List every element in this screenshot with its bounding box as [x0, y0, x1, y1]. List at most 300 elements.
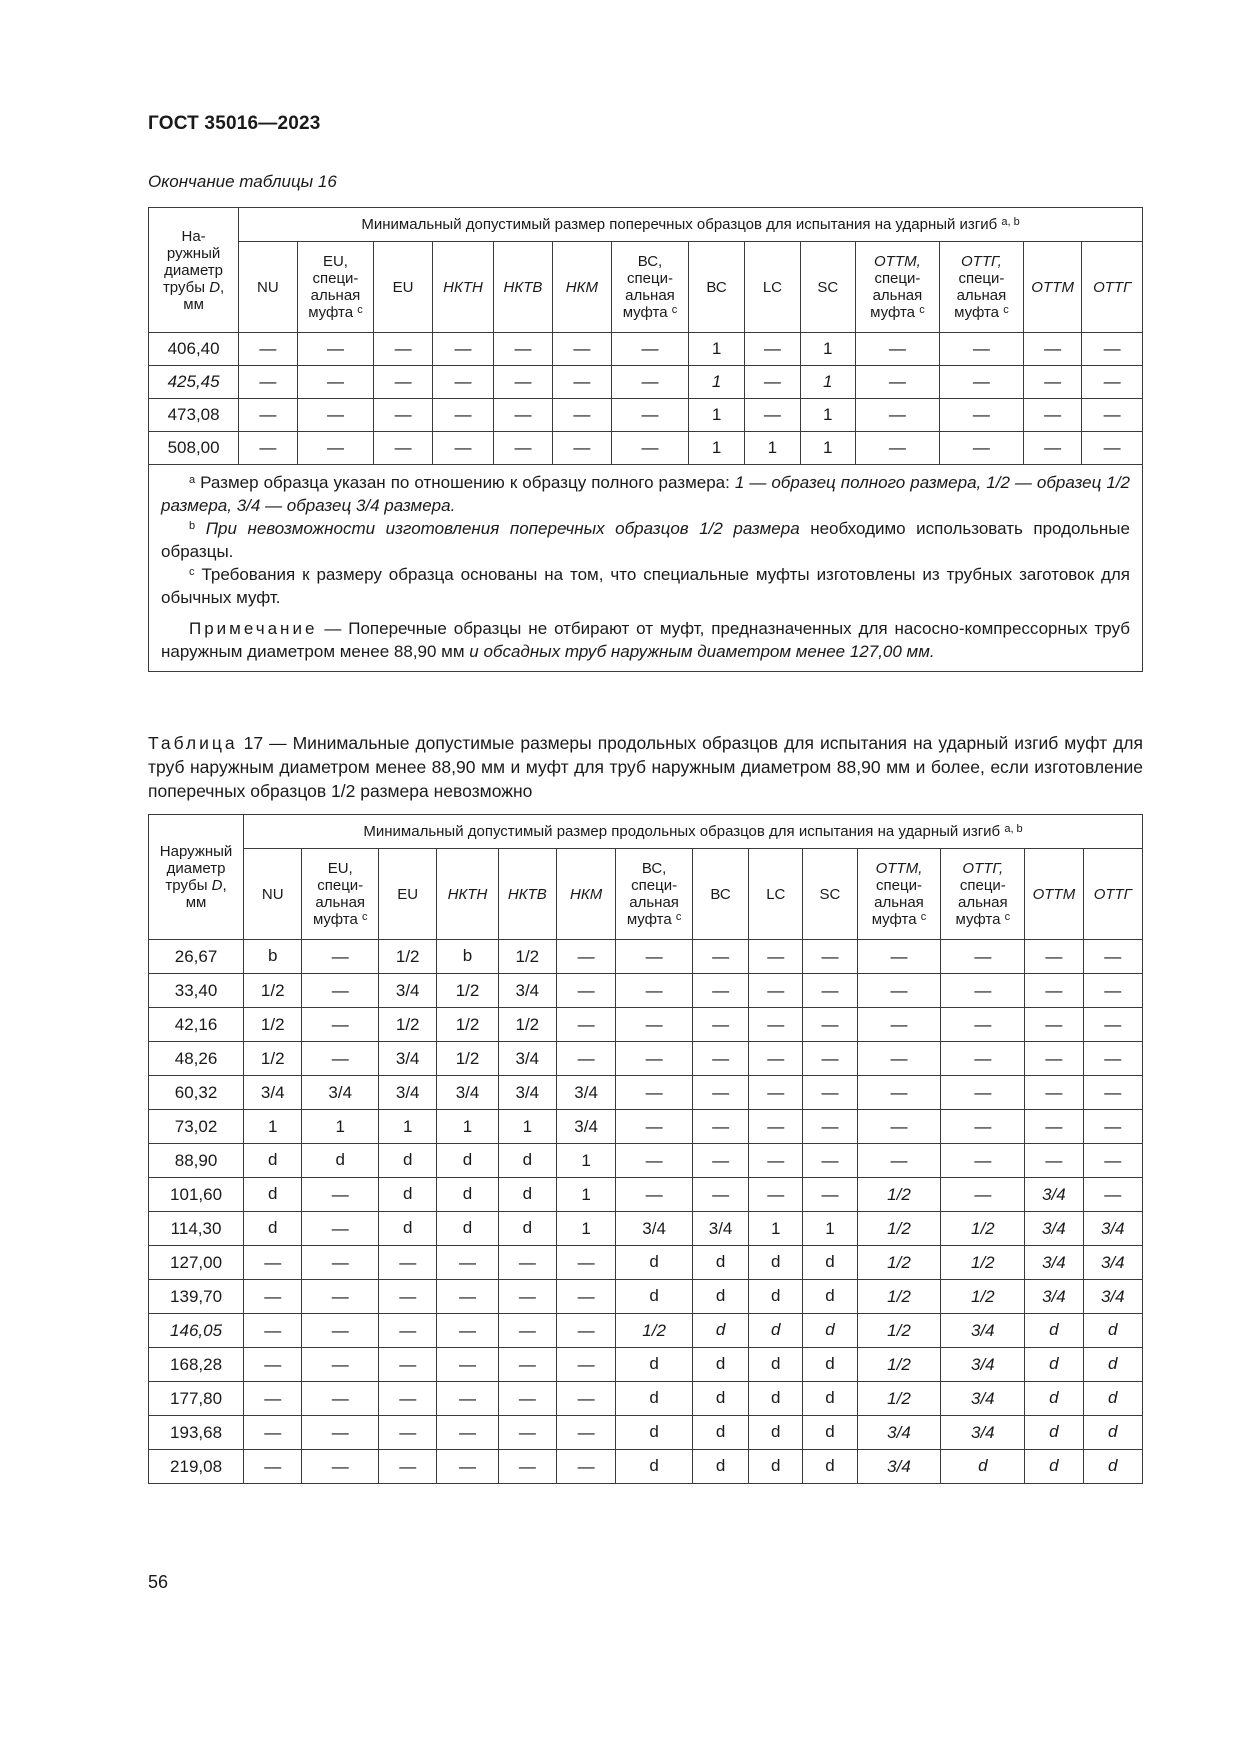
value-cell: — — [556, 1416, 615, 1450]
value-cell: d — [379, 1212, 437, 1246]
column-header: НКМ — [552, 242, 611, 333]
value-cell: — — [498, 1246, 556, 1280]
table-row — [149, 1178, 1143, 1212]
diameter-cell: 60,32 — [149, 1076, 244, 1110]
table-16 — [148, 207, 1143, 672]
value-cell: d — [749, 1348, 803, 1382]
value-cell: 3/4 — [1025, 1178, 1083, 1212]
value-cell: 1 — [244, 1110, 302, 1144]
document-code: ГОСТ 35016—2023 — [148, 113, 321, 134]
value-cell: d — [941, 1450, 1025, 1484]
value-cell: 1/2 — [857, 1212, 941, 1246]
value-cell: 1 — [800, 366, 855, 399]
value-cell: — — [498, 1450, 556, 1484]
value-cell: d — [803, 1348, 857, 1382]
value-cell: 1 — [498, 1110, 556, 1144]
column-header: ОТТГ — [1083, 849, 1142, 940]
value-cell: — — [1083, 940, 1142, 974]
table-row — [149, 1450, 1143, 1484]
value-cell: 3/4 — [1083, 1212, 1142, 1246]
column-header: ВС, специ- альная муфта $^c$ — [616, 849, 693, 940]
value-cell: d — [803, 1382, 857, 1416]
value-cell: 3/4 — [302, 1076, 379, 1110]
value-cell: — — [302, 1178, 379, 1212]
value-cell: — — [1023, 432, 1081, 465]
value-cell: — — [941, 1110, 1025, 1144]
value-cell: — — [437, 1348, 498, 1382]
value-cell: 1 — [688, 366, 744, 399]
value-cell: — — [616, 1076, 693, 1110]
value-cell: — — [374, 366, 432, 399]
value-cell: 1 — [800, 432, 855, 465]
value-cell: — — [941, 1178, 1025, 1212]
value-cell: d — [803, 1280, 857, 1314]
group-header: Минимальный допустимый размер продольных образцов для испытания на ударный изгиб $^{a, b}$ — [244, 815, 1143, 849]
value-cell: d — [803, 1246, 857, 1280]
value-cell: — — [437, 1382, 498, 1416]
diameter-cell: 406,40 — [149, 333, 239, 366]
value-cell: — — [494, 399, 552, 432]
diameter-cell: 101,60 — [149, 1178, 244, 1212]
column-header: ОТТМ — [1025, 849, 1083, 940]
value-cell: — — [855, 366, 939, 399]
diameter-cell: 508,00 — [149, 432, 239, 465]
value-cell: d — [749, 1280, 803, 1314]
value-cell: — — [692, 940, 748, 974]
value-cell: — — [1025, 1076, 1083, 1110]
value-cell: b — [244, 940, 302, 974]
value-cell: 3/4 — [437, 1076, 498, 1110]
value-cell: — — [612, 366, 689, 399]
value-cell: — — [498, 1348, 556, 1382]
value-cell: 3/4 — [692, 1212, 748, 1246]
value-cell: d — [692, 1348, 748, 1382]
value-cell: — — [1083, 1144, 1142, 1178]
value-cell: — — [302, 1246, 379, 1280]
value-cell: d — [437, 1212, 498, 1246]
column-header: ВС, специ- альная муфта $^c$ — [612, 242, 689, 333]
value-cell: — — [498, 1314, 556, 1348]
value-cell: d — [692, 1246, 748, 1280]
value-cell: — — [556, 1008, 615, 1042]
value-cell: 1/2 — [244, 1042, 302, 1076]
value-cell: — — [494, 366, 552, 399]
value-cell: d — [616, 1450, 693, 1484]
value-cell: — — [552, 333, 611, 366]
value-cell: — — [939, 399, 1023, 432]
value-cell: 1 — [556, 1178, 615, 1212]
value-cell: 1/2 — [857, 1178, 941, 1212]
column-header: НКТН — [432, 242, 493, 333]
column-header: SC — [803, 849, 857, 940]
value-cell: 3/4 — [941, 1382, 1025, 1416]
value-cell: d — [379, 1144, 437, 1178]
value-cell: — — [855, 399, 939, 432]
value-cell: — — [556, 1314, 615, 1348]
table-row — [149, 1382, 1143, 1416]
value-cell: — — [857, 1144, 941, 1178]
value-cell: 3/4 — [379, 974, 437, 1008]
value-cell: d — [1025, 1382, 1083, 1416]
value-cell: — — [437, 1280, 498, 1314]
table-row — [149, 974, 1143, 1008]
value-cell: — — [1082, 366, 1143, 399]
value-cell: 1 — [688, 399, 744, 432]
value-cell: 1 — [302, 1110, 379, 1144]
value-cell: — — [239, 333, 297, 366]
value-cell: — — [749, 1008, 803, 1042]
value-cell: — — [302, 1382, 379, 1416]
value-cell: — — [1082, 399, 1143, 432]
value-cell: 3/4 — [1025, 1246, 1083, 1280]
diameter-cell: 177,80 — [149, 1382, 244, 1416]
value-cell: — — [1023, 333, 1081, 366]
value-cell: — — [803, 1110, 857, 1144]
value-cell: — — [612, 333, 689, 366]
table-row — [149, 1212, 1143, 1246]
value-cell: — — [297, 432, 374, 465]
diameter-cell: 114,30 — [149, 1212, 244, 1246]
table-row — [149, 432, 1143, 465]
value-cell: — — [745, 333, 800, 366]
table-row — [149, 1314, 1143, 1348]
value-cell: 3/4 — [244, 1076, 302, 1110]
value-cell: d — [1083, 1416, 1142, 1450]
value-cell: 3/4 — [857, 1450, 941, 1484]
value-cell: 3/4 — [498, 1076, 556, 1110]
column-header: ОТТМ — [1023, 242, 1081, 333]
table-row — [149, 1110, 1143, 1144]
table-row — [149, 1348, 1143, 1382]
value-cell: 1 — [745, 432, 800, 465]
value-cell: — — [749, 1144, 803, 1178]
value-cell: — — [239, 399, 297, 432]
column-header: ОТТГ, специ- альная муфта $^c$ — [941, 849, 1025, 940]
value-cell: d — [616, 1246, 693, 1280]
value-cell: — — [302, 1416, 379, 1450]
value-cell: — — [437, 1416, 498, 1450]
column-header: ОТТГ — [1082, 242, 1143, 333]
value-cell: d — [1025, 1314, 1083, 1348]
value-cell: d — [749, 1382, 803, 1416]
value-cell: b — [437, 940, 498, 974]
value-cell: d — [692, 1314, 748, 1348]
value-cell: — — [379, 1348, 437, 1382]
column-header: ВС — [688, 242, 744, 333]
value-cell: d — [749, 1246, 803, 1280]
value-cell: d — [692, 1416, 748, 1450]
value-cell: — — [302, 1348, 379, 1382]
value-cell: d — [437, 1178, 498, 1212]
value-cell: — — [1025, 1008, 1083, 1042]
value-cell: — — [1025, 1110, 1083, 1144]
table-row — [149, 333, 1143, 366]
value-cell: — — [749, 1076, 803, 1110]
value-cell: — — [432, 366, 493, 399]
value-cell: — — [803, 974, 857, 1008]
column-header: EU — [374, 242, 432, 333]
value-cell: 1/2 — [437, 974, 498, 1008]
value-cell: — — [244, 1314, 302, 1348]
value-cell: — — [616, 1042, 693, 1076]
value-cell: 1/2 — [244, 1008, 302, 1042]
column-header: EU — [379, 849, 437, 940]
value-cell: d — [1083, 1450, 1142, 1484]
value-cell: 3/4 — [1025, 1212, 1083, 1246]
table16-notes: $^a$ Размер образца указан по отношению к образцу полного размера: 1 — образец полного размера, 1/2 — образец 1/2 размера, 3/4 — образец 3/4 размера. $^b$ При невозможности изготовления поперечных образцов 1/2 размера необходимо использовать продольные образцы. $^c$ Требования к размеру образца основаны на том, что специальные муфты изготовлены из трубных заготовок для обычных муфт. Примечание — Поперечные образцы не отбирают от муфт, предназначенных для насосно-компрессорных труб наружным диаметром менее 88,90 мм и обсадных труб наружным диаметром менее 127,00 мм. — [149, 465, 1143, 672]
value-cell: — — [857, 1110, 941, 1144]
value-cell: — — [941, 940, 1025, 974]
value-cell: — — [692, 1008, 748, 1042]
column-header: LC — [749, 849, 803, 940]
value-cell: — — [939, 366, 1023, 399]
diameter-cell: 48,26 — [149, 1042, 244, 1076]
value-cell: — — [244, 1416, 302, 1450]
diameter-cell: 33,40 — [149, 974, 244, 1008]
value-cell: — — [432, 399, 493, 432]
value-cell: d — [803, 1416, 857, 1450]
value-cell: — — [749, 1042, 803, 1076]
value-cell: — — [379, 1382, 437, 1416]
table-row — [149, 399, 1143, 432]
value-cell: — — [552, 432, 611, 465]
value-cell: 1/2 — [498, 1008, 556, 1042]
value-cell: 3/4 — [616, 1212, 693, 1246]
value-cell: — — [437, 1450, 498, 1484]
value-cell: — — [941, 974, 1025, 1008]
value-cell: 1 — [556, 1144, 615, 1178]
column-header: EU, специ- альная муфта $^c$ — [302, 849, 379, 940]
column-header: ВС — [692, 849, 748, 940]
value-cell: — — [857, 1076, 941, 1110]
value-cell: — — [379, 1314, 437, 1348]
value-cell: 3/4 — [941, 1348, 1025, 1382]
value-cell: 1 — [688, 333, 744, 366]
value-cell: d — [803, 1450, 857, 1484]
diameter-cell: 168,28 — [149, 1348, 244, 1382]
value-cell: — — [239, 432, 297, 465]
value-cell: — — [616, 1110, 693, 1144]
column-header: ОТТГ, специ- альная муфта $^c$ — [939, 242, 1023, 333]
value-cell: — — [302, 940, 379, 974]
value-cell: 3/4 — [941, 1314, 1025, 1348]
value-cell: — — [939, 333, 1023, 366]
diameter-cell: 193,68 — [149, 1416, 244, 1450]
value-cell: — — [556, 1382, 615, 1416]
value-cell: 1 — [688, 432, 744, 465]
table-17 — [148, 814, 1143, 1484]
value-cell: d — [1083, 1382, 1142, 1416]
value-cell: — — [1025, 974, 1083, 1008]
column-header: НКТВ — [494, 242, 552, 333]
diameter-cell: 146,05 — [149, 1314, 244, 1348]
value-cell: — — [616, 1144, 693, 1178]
value-cell: d — [244, 1144, 302, 1178]
value-cell: — — [552, 366, 611, 399]
diameter-cell: 473,08 — [149, 399, 239, 432]
value-cell: — — [1083, 1042, 1142, 1076]
value-cell: — — [803, 1042, 857, 1076]
value-cell: — — [692, 1144, 748, 1178]
value-cell: 1 — [800, 399, 855, 432]
value-cell: — — [1083, 1178, 1142, 1212]
table-row — [149, 366, 1143, 399]
value-cell: — — [379, 1246, 437, 1280]
value-cell: d — [803, 1314, 857, 1348]
value-cell: 3/4 — [1025, 1280, 1083, 1314]
value-cell: 1/2 — [379, 1008, 437, 1042]
value-cell: 3/4 — [1083, 1246, 1142, 1280]
value-cell: — — [939, 432, 1023, 465]
value-cell: — — [1023, 366, 1081, 399]
value-cell: d — [616, 1348, 693, 1382]
value-cell: — — [745, 366, 800, 399]
value-cell: 1 — [800, 333, 855, 366]
value-cell: d — [498, 1144, 556, 1178]
value-cell: 3/4 — [556, 1110, 615, 1144]
value-cell: — — [302, 1450, 379, 1484]
value-cell: 1/2 — [857, 1314, 941, 1348]
value-cell: — — [374, 333, 432, 366]
column-header: EU, специ- альная муфта $^c$ — [297, 242, 374, 333]
value-cell: 3/4 — [857, 1416, 941, 1450]
value-cell: — — [616, 1008, 693, 1042]
value-cell: 3/4 — [1083, 1280, 1142, 1314]
value-cell: 1/2 — [498, 940, 556, 974]
value-cell: — — [498, 1416, 556, 1450]
table-row — [149, 1008, 1143, 1042]
column-header: НКМ — [556, 849, 615, 940]
value-cell: — — [1083, 1076, 1142, 1110]
value-cell: — — [374, 399, 432, 432]
column-header: НКТН — [437, 849, 498, 940]
value-cell: 1 — [803, 1212, 857, 1246]
value-cell: 1 — [556, 1212, 615, 1246]
diameter-cell: 88,90 — [149, 1144, 244, 1178]
value-cell: — — [941, 1144, 1025, 1178]
value-cell: d — [437, 1144, 498, 1178]
value-cell: 1 — [437, 1110, 498, 1144]
value-cell: — — [612, 432, 689, 465]
value-cell: d — [749, 1314, 803, 1348]
value-cell: 1 — [379, 1110, 437, 1144]
value-cell: — — [692, 974, 748, 1008]
value-cell: — — [1083, 1110, 1142, 1144]
value-cell: d — [1083, 1348, 1142, 1382]
diameter-cell: 42,16 — [149, 1008, 244, 1042]
column-header: НКТВ — [498, 849, 556, 940]
value-cell: — — [437, 1314, 498, 1348]
column-header: NU — [244, 849, 302, 940]
diameter-cell: 127,00 — [149, 1246, 244, 1280]
value-cell: — — [803, 1178, 857, 1212]
column-header: ОТТМ, специ- альная муфта $^c$ — [855, 242, 939, 333]
value-cell: — — [302, 974, 379, 1008]
table-row — [149, 1144, 1143, 1178]
value-cell: d — [692, 1450, 748, 1484]
value-cell: 1/2 — [616, 1314, 693, 1348]
value-cell: d — [1025, 1416, 1083, 1450]
value-cell: — — [1023, 399, 1081, 432]
value-cell: 3/4 — [556, 1076, 615, 1110]
diameter-cell: 139,70 — [149, 1280, 244, 1314]
value-cell: — — [432, 432, 493, 465]
value-cell: — — [1025, 940, 1083, 974]
value-cell: 1/2 — [857, 1280, 941, 1314]
value-cell: — — [239, 366, 297, 399]
value-cell: 1/2 — [244, 974, 302, 1008]
value-cell: d — [1083, 1314, 1142, 1348]
column-header: NU — [239, 242, 297, 333]
value-cell: — — [297, 399, 374, 432]
value-cell: — — [692, 1042, 748, 1076]
value-cell: 3/4 — [379, 1076, 437, 1110]
value-cell: — — [244, 1348, 302, 1382]
value-cell: — — [803, 1144, 857, 1178]
value-cell: 1/2 — [941, 1280, 1025, 1314]
value-cell: — — [244, 1246, 302, 1280]
value-cell: d — [244, 1178, 302, 1212]
diameter-cell: 73,02 — [149, 1110, 244, 1144]
value-cell: 3/4 — [379, 1042, 437, 1076]
value-cell: 1/2 — [941, 1246, 1025, 1280]
column-header: SC — [800, 242, 855, 333]
value-cell: — — [494, 432, 552, 465]
value-cell: — — [803, 1076, 857, 1110]
value-cell: 1/2 — [857, 1246, 941, 1280]
value-cell: — — [556, 940, 615, 974]
value-cell: — — [244, 1450, 302, 1484]
value-cell: — — [556, 1042, 615, 1076]
value-cell: d — [1025, 1450, 1083, 1484]
value-cell: 1/2 — [857, 1382, 941, 1416]
value-cell: — — [1025, 1144, 1083, 1178]
value-cell: — — [302, 1212, 379, 1246]
table16-continuation-label: Окончание таблицы 16 — [148, 172, 337, 191]
value-cell: — — [749, 940, 803, 974]
value-cell: — — [941, 1042, 1025, 1076]
value-cell: d — [692, 1382, 748, 1416]
value-cell: — — [857, 1008, 941, 1042]
value-cell: — — [302, 1008, 379, 1042]
value-cell: — — [556, 1450, 615, 1484]
value-cell: — — [302, 1042, 379, 1076]
table17-caption: Таблица 17 — Минимальные допустимые размеры продольных образцов для испытания на ударный изгиб муфт для труб наружным диаметром менее 88,90 мм и муфт для труб наружным диаметром 88,90 мм и более, если изготовление поперечных образцов 1/2 размера невозможно — [148, 733, 1143, 801]
value-cell: d — [616, 1382, 693, 1416]
value-cell: d — [498, 1178, 556, 1212]
value-cell: d — [1025, 1348, 1083, 1382]
value-cell: — — [302, 1314, 379, 1348]
value-cell: — — [855, 432, 939, 465]
value-cell: d — [749, 1450, 803, 1484]
value-cell: — — [749, 974, 803, 1008]
value-cell: 1/2 — [379, 940, 437, 974]
value-cell: — — [692, 1110, 748, 1144]
value-cell: — — [1082, 432, 1143, 465]
value-cell: 3/4 — [498, 1042, 556, 1076]
row-header-cell: На- ружный диаметр трубы D, мм — [149, 208, 239, 333]
value-cell: — — [432, 333, 493, 366]
page-number: 56 — [148, 1572, 169, 1592]
value-cell: d — [749, 1416, 803, 1450]
value-cell: d — [379, 1178, 437, 1212]
value-cell: d — [302, 1144, 379, 1178]
value-cell: d — [692, 1280, 748, 1314]
value-cell: — — [612, 399, 689, 432]
value-cell: — — [552, 399, 611, 432]
value-cell: — — [616, 974, 693, 1008]
value-cell: — — [692, 1076, 748, 1110]
